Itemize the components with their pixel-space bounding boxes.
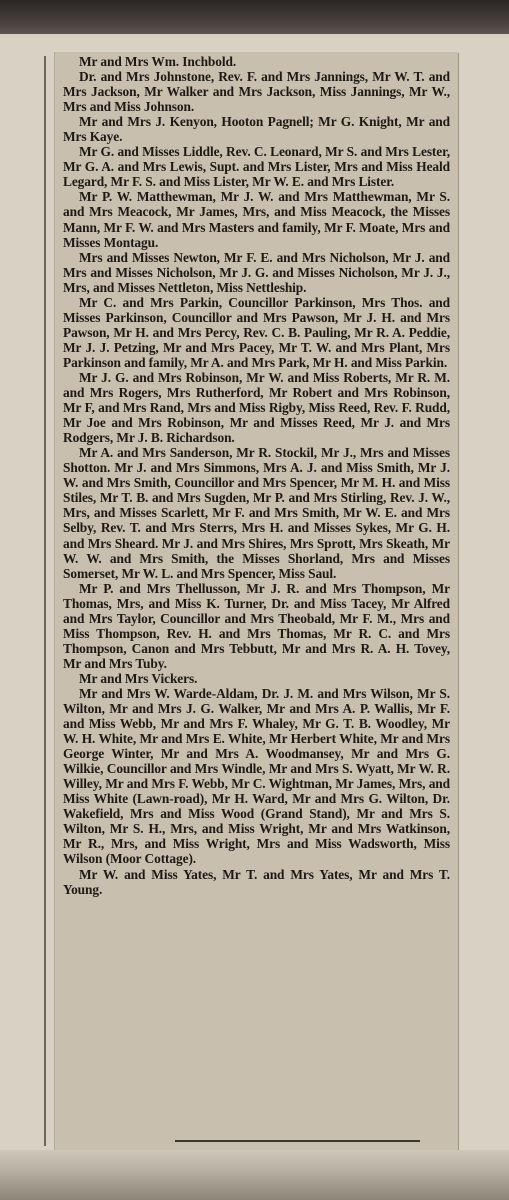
paragraph-m: Mr P. W. Matthewman, Mr J. W. and Mrs Matthewman, Mr S. and Mrs Meacock, Mr James, Mrs, and Miss Meacock, the Misses Mann, Mr F. W. and Mrs Masters and family, Mr F. Moate, Mrs and Misses Montagu. xyxy=(63,189,450,250)
paragraph-j: Dr. and Mrs Johnstone, Rev. F. and Mrs Jannings, Mr W. T. and Mrs Jackson, Mr Walker and Mrs Jackson, Miss Jannings, Mr W., Mrs and Miss Johnson. xyxy=(63,69,450,115)
newspaper-clipping xyxy=(55,52,458,1150)
guest-list-text xyxy=(55,52,458,897)
paragraph-k: Mr and Mrs J. Kenyon, Hooton Pagnell; Mr G. Knight, Mr and Mrs Kaye. xyxy=(63,114,450,145)
paragraph-y: Mr W. and Miss Yates, Mr T. and Mrs Yates, Mr and Mrs T. Young. xyxy=(63,866,450,897)
paragraph-s: Mr A. and Mrs Sanderson, Mr R. Stockil, Mr J., Mrs and Misses Shotton. Mr J. and Mrs Simmons, Mrs A. J. and Miss Smith, Mr J. W. and Mrs Smith, Councillor and Mrs Spencer, Mr M. H. and Miss Stiles, Mr T. B. and Mrs Sugden, Mr P. and Mrs Stirling, Rev. J. W., Mrs, and Misses Scarlett, Mr F. and Mrs Smith, Mr W. E. and Mrs Selby, Rev. T. and Mrs Sterrs, Mrs H. and Misses Sykes, Mr G. H. and Mrs Sheard. Mr J. and Mrs Shires, Mrs Sprott, Mrs Skeath, Mr W. W. and Mrs Smith, the Misses Shorland, Mrs and Misses Somerset, Mr W. L. and Mrs Spencer, Miss Saul. xyxy=(63,445,450,581)
column-rule-left xyxy=(44,56,46,1146)
paragraph-i: Mr and Mrs Wm. Inchbold. xyxy=(79,54,237,69)
paragraph-l: Mr G. and Misses Liddle, Rev. C. Leonard, Mr S. and Mrs Lester, Mr G. A. and Mrs Lewis, Supt. and Mrs Lister, Mrs and Miss Heald Legard, Mr F. S. and Miss Lister, Mr W. E. and Mrs Lister. xyxy=(63,144,450,190)
paragraph-t: Mr P. and Mrs Thellusson, Mr J. R. and Mrs Thompson, Mr Thomas, Mrs, and Miss K. Turner, Dr. and Miss Tacey, Mr Alfred and Mrs Taylor, Councillor and Mrs Theobald, Mr F. M., Mrs and Miss Thompson, Rev. H. and Mrs Thomas, Mr R. C. and Mrs Thompson, Canon and Mrs Tebbutt, Mr and Mrs R. A. H. Tovey, Mr and Mrs Tuby. xyxy=(63,580,450,671)
paragraph-p: Mr C. and Mrs Parkin, Councillor Parkinson, Mrs Thos. and Misses Parkinson, Councillor and Mrs Pawson, Mr J. H. and Mrs Pawson, Mr H. and Mrs Percy, Rev. C. B. Pauling, Mr R. A. Peddie, Mr J. J. Petzing, Mr and Mrs Pacey, Mr T. W. and Mrs Plant, Mrs Parkinson and family, Mr A. and Mrs Park, Mr H. and Miss Parkin. xyxy=(63,294,450,370)
album-bottom-edge xyxy=(0,1150,509,1200)
paragraph-r: Mr J. G. and Mrs Robinson, Mr W. and Miss Roberts, Mr R. M. and Mrs Rogers, Mrs Rutherford, Mr Robert and Mrs Robinson, Mr F, and Mrs Rand, Mrs and Miss Rigby, Miss Reed, Rev. F. Rudd, Mr Joe and Mrs Robinson, Mr and Misses Reed, Mr J. and Mrs Rodgers, Mr J. B. Richardson. xyxy=(63,369,450,446)
paragraph-v: Mr and Mrs Vickers. xyxy=(79,670,198,686)
paragraph-w: Mr and Mrs W. Warde-Aldam, Dr. J. M. and Mrs Wilson, Mr S. Wilton, Mr and Mrs J. G. Walker, Mr and Mrs A. P. Wallis, Mr F. and Miss Webb, Mr and Mrs F. Whaley, Mr G. T. B. Woodley, Mr W. H. White, Mr and Mrs E. White, Mr Herbert White, Mr and Mrs George Winter, Mr and Mrs A. Woodmansey, Mr and Mrs G. Wilkie, Councillor and Mrs Windle, Mr and Mrs S. Wyatt, Mr W. R. Willey, Mr and Mrs F. Webb, Mr C. Wightman, Mr James, Mrs, and Miss White (Lawn-road), Mr H. Ward, Mr and Mrs G. Wilton, Dr. Wakefield, Mrs and Miss Wood (Grand Stand), Mr and Mrs S. Wilton, Mr S. H., Mrs, and Miss Wright, Mr and Mrs Watkinson, Mr R., Mrs, and Miss Wright, Mrs and Miss Wadsworth, Miss Wilson (Moor Cottage). xyxy=(63,685,450,867)
paragraph-n: Mrs and Misses Newton, Mr F. E. and Mrs Nicholson, Mr J. and Mrs and Misses Nicholson, Mr J. G. and Misses Nicholson, Mr J. J., Mrs, and Misses Nettleton, Miss Nettleship. xyxy=(63,249,450,295)
end-rule xyxy=(175,1140,420,1142)
